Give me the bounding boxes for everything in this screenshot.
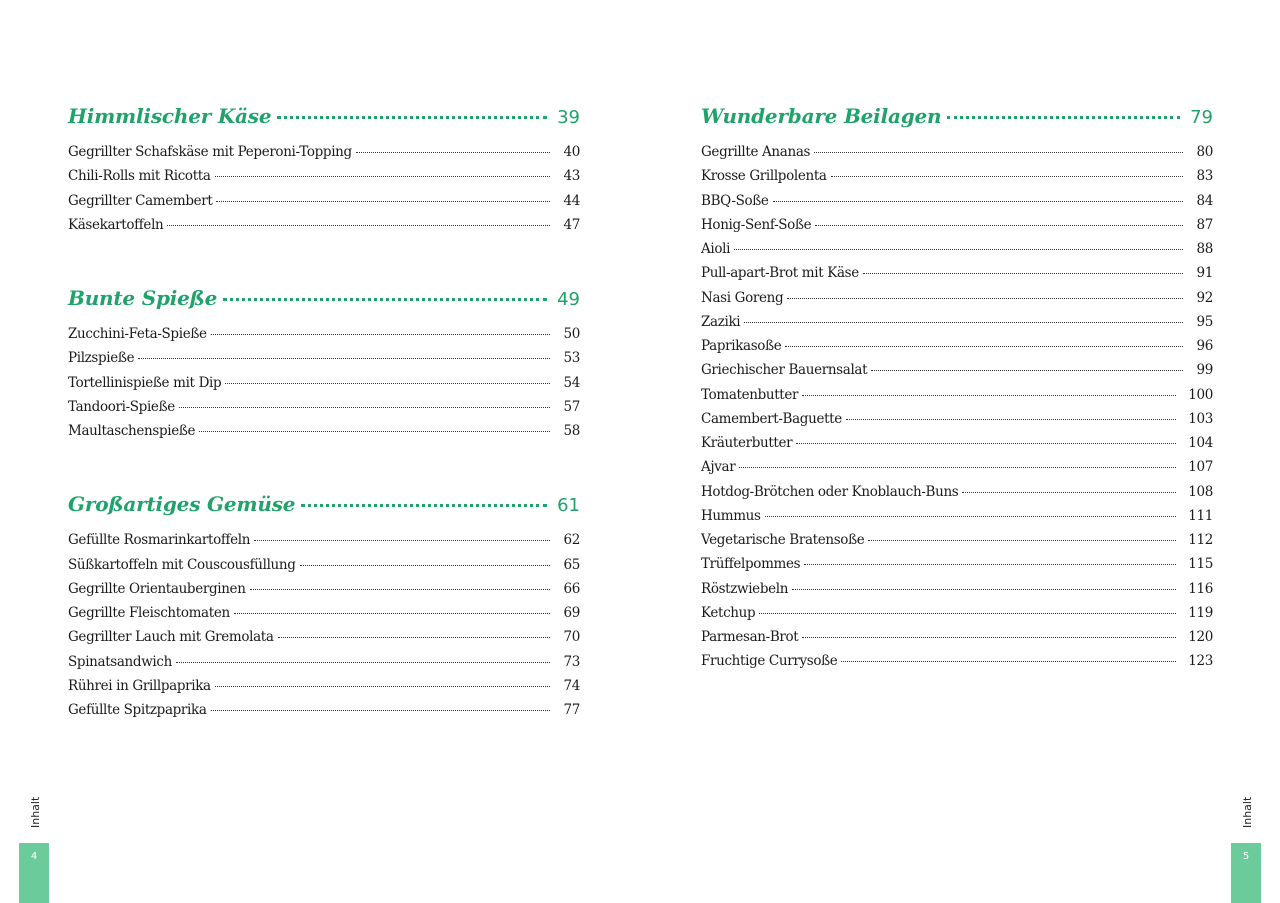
entry-title: Rührei in Grillpaprika [68,677,211,694]
page-number-right: 5 [1231,843,1261,903]
toc-entry[interactable] [68,144,580,168]
entry-title: Camembert-Baguette [701,410,842,427]
dot-leader [744,322,1183,323]
dot-leader [739,467,1176,468]
entry-title: BBQ-Soße [701,192,769,209]
entry-page-number: 95 [1196,313,1213,330]
toc-entry[interactable] [68,629,580,653]
section-title: Bunte Spieße [68,286,218,310]
dot-leader [300,565,550,566]
dot-leader [215,686,550,687]
dot-leader [250,589,550,590]
toc-entry[interactable] [68,168,580,192]
entry-page-number: 40 [563,144,580,160]
dot-leader [804,564,1176,565]
entry-page-number: 111 [1188,507,1213,524]
entry-page-number: 92 [1196,289,1213,306]
entry-title: Tortellinispieße mit Dip [68,374,222,391]
toc-entry[interactable] [68,423,580,447]
entry-title: Gefüllte Spitzpaprika [68,702,207,718]
entry-title: Vegetarische Bratensoße [701,532,865,548]
toc-entry[interactable] [68,654,580,678]
side-label-left: Inhalt [29,796,42,828]
entry-title: Gegrillte Orientauberginen [68,580,246,597]
toc-entry[interactable] [68,193,580,217]
toc-entry[interactable] [701,290,1213,314]
side-label-right: Inhalt [1241,796,1254,828]
dot-leader [211,334,550,335]
dot-leader [223,298,547,301]
entry-page-number: 77 [563,702,580,718]
dot-leader [863,273,1183,274]
entry-page-number: 73 [563,653,580,670]
entry-page-number: 58 [563,423,580,439]
entry-page-number: 70 [563,629,580,646]
entry-page-number: 44 [563,192,580,209]
toc-entry[interactable] [68,217,580,241]
dot-leader [765,516,1177,517]
section-heading[interactable] [68,104,580,140]
dot-leader [167,225,550,226]
toc-entry[interactable] [68,532,580,556]
entry-page-number: 107 [1188,459,1213,476]
entry-title: Röstzwiebeln [701,580,789,597]
entry-page-number: 80 [1196,144,1213,160]
entry-title: Maultaschenspieße [68,423,196,439]
entry-title: Gegrillter Camembert [68,192,213,209]
dot-leader [787,298,1183,299]
section-title: Himmlischer Käse [68,104,272,128]
dot-leader [176,662,550,663]
dot-leader [301,504,547,507]
dot-leader [215,176,550,177]
entry-title: Gefüllte Rosmarinkartoffeln [68,532,251,549]
dot-leader [802,395,1176,396]
dot-leader [179,407,550,408]
toc-section [68,492,580,726]
entry-page-number: 100 [1188,386,1213,403]
entry-page-number: 66 [563,580,580,597]
dot-leader [868,540,1176,541]
entry-title: Trüffelpommes [701,556,801,573]
dot-leader [225,383,550,384]
dot-leader [962,492,1176,493]
entry-title: Käsekartoffeln [68,216,164,233]
entry-title: Parmesan-Brot [701,629,799,645]
entry-title: Zaziki [701,313,741,330]
dot-leader [796,443,1176,444]
entry-title: Chili-Rolls mit Ricotta [68,168,211,185]
entry-title: Gegrillter Schafskäse mit Peperoni-Topping [68,144,352,160]
toc-entry[interactable] [701,217,1213,241]
entry-title: Zucchini-Feta-Spieße [68,326,207,342]
entry-title: Pilzspieße [68,350,135,367]
entry-title: Gegrillte Fleischtomaten [68,605,230,621]
toc-entry[interactable] [701,362,1213,386]
entry-page-number: 62 [563,532,580,549]
dot-leader [211,710,550,711]
dot-leader [785,346,1183,347]
section-page-number: 61 [557,495,580,517]
dot-leader [278,637,550,638]
toc-entry[interactable] [701,168,1213,192]
toc-entry[interactable] [701,193,1213,217]
dot-leader [216,201,550,202]
entry-title: Hummus [701,507,761,524]
dot-leader [792,589,1176,590]
entry-title: Paprikasoße [701,338,782,354]
entry-page-number: 108 [1188,483,1213,500]
entry-page-number: 83 [1196,168,1213,185]
section-heading[interactable] [68,492,580,528]
toc-entry[interactable] [68,557,580,581]
entry-page-number: 88 [1196,241,1213,257]
section-heading[interactable] [68,286,580,322]
dot-leader [356,152,550,153]
toc-entry[interactable] [68,678,580,702]
entry-page-number: 43 [563,168,580,185]
entry-page-number: 99 [1196,362,1213,379]
toc-left-column [68,104,580,771]
entry-page-number: 50 [563,326,580,342]
entry-page-number: 69 [563,605,580,621]
entry-page-number: 123 [1188,653,1213,670]
toc-entry[interactable] [68,399,580,423]
toc-entry[interactable] [68,350,580,374]
dot-leader [814,152,1183,153]
toc-entry[interactable] [701,653,1213,677]
toc-entry[interactable] [701,411,1213,435]
section-page-number: 79 [1190,107,1213,128]
entry-page-number: 120 [1188,629,1213,645]
toc-entry[interactable] [68,326,580,350]
entry-page-number: 84 [1196,192,1213,209]
toc-entry[interactable] [701,387,1213,411]
section-page-number: 39 [557,107,580,128]
toc-section [68,286,580,447]
entry-title: Honig-Senf-Soße [701,216,812,233]
dot-leader [759,613,1176,614]
entry-page-number: 53 [563,350,580,367]
toc-entry[interactable] [701,435,1213,459]
entry-title: Kräuterbutter [701,435,793,451]
entry-page-number: 119 [1188,604,1213,621]
toc-entry[interactable] [701,241,1213,265]
toc-entry[interactable] [701,508,1213,532]
entry-page-number: 112 [1188,532,1213,548]
entry-page-number: 104 [1188,435,1213,451]
entry-page-number: 116 [1188,580,1213,597]
entry-page-number: 87 [1196,216,1213,233]
toc-entry[interactable] [701,314,1213,338]
entry-title: Griechischer Bauernsalat [701,362,868,379]
dot-leader [734,249,1183,250]
entry-page-number: 65 [563,556,580,573]
dot-leader [841,661,1176,662]
entry-page-number: 47 [563,216,580,233]
toc-entry[interactable] [701,556,1213,580]
toc-entry[interactable] [701,338,1213,362]
toc-entry[interactable] [68,605,580,629]
dot-leader [254,540,550,541]
entry-title: Pull-apart-Brot mit Käse [701,265,859,282]
dot-leader [802,637,1176,638]
toc-entry[interactable] [68,375,580,399]
entry-title: Hotdog-Brötchen oder Knoblauch-Buns [701,483,959,500]
section-title: Wunderbare Beilagen [701,104,942,128]
entry-page-number: 96 [1196,338,1213,354]
entry-title: Tandoori-Spieße [68,398,175,415]
entry-page-number: 115 [1188,556,1213,573]
toc-entry[interactable] [68,702,580,726]
toc-right-column [701,104,1213,723]
entry-page-number: 74 [563,677,580,694]
entry-title: Nasi Goreng [701,289,784,306]
dot-leader [871,370,1183,371]
dot-leader [199,431,550,432]
entry-title: Fruchtige Currysoße [701,653,838,670]
dot-leader [831,176,1183,177]
page-number-left: 4 [19,843,49,903]
toc-entry[interactable] [701,532,1213,556]
entry-title: Spinatsandwich [68,653,172,670]
toc-section [68,104,580,241]
entry-page-number: 54 [563,374,580,391]
entry-title: Krosse Grillpolenta [701,168,827,185]
dot-leader [846,419,1176,420]
toc-entry[interactable] [701,629,1213,653]
entry-title: Gegrillter Lauch mit Gremolata [68,629,274,646]
toc-entry[interactable] [701,265,1213,289]
toc-entry[interactable] [701,144,1213,168]
section-page-number: 49 [557,289,580,310]
dot-leader [773,201,1183,202]
section-title: Großartiges Gemüse [68,492,296,517]
entry-title: Tomatenbutter [701,386,799,403]
toc-entry[interactable] [701,581,1213,605]
entry-page-number: 91 [1196,265,1213,282]
dot-leader [815,225,1183,226]
entry-page-number: 57 [563,398,580,415]
entry-title: Gegrillte Ananas [701,144,811,160]
toc-entry[interactable] [701,459,1213,483]
dot-leader [277,116,547,119]
toc-section [701,104,1213,678]
toc-entry[interactable] [701,484,1213,508]
dot-leader [947,116,1180,119]
section-heading[interactable] [701,104,1213,140]
entry-title: Ajvar [701,459,736,476]
dot-leader [138,358,550,359]
entry-title: Süßkartoffeln mit Couscousfüllung [68,556,296,573]
toc-entry[interactable] [701,605,1213,629]
entry-title: Aioli [701,241,731,257]
dot-leader [234,613,550,614]
toc-entry[interactable] [68,581,580,605]
entry-title: Ketchup [701,604,756,621]
entry-page-number: 103 [1188,410,1213,427]
